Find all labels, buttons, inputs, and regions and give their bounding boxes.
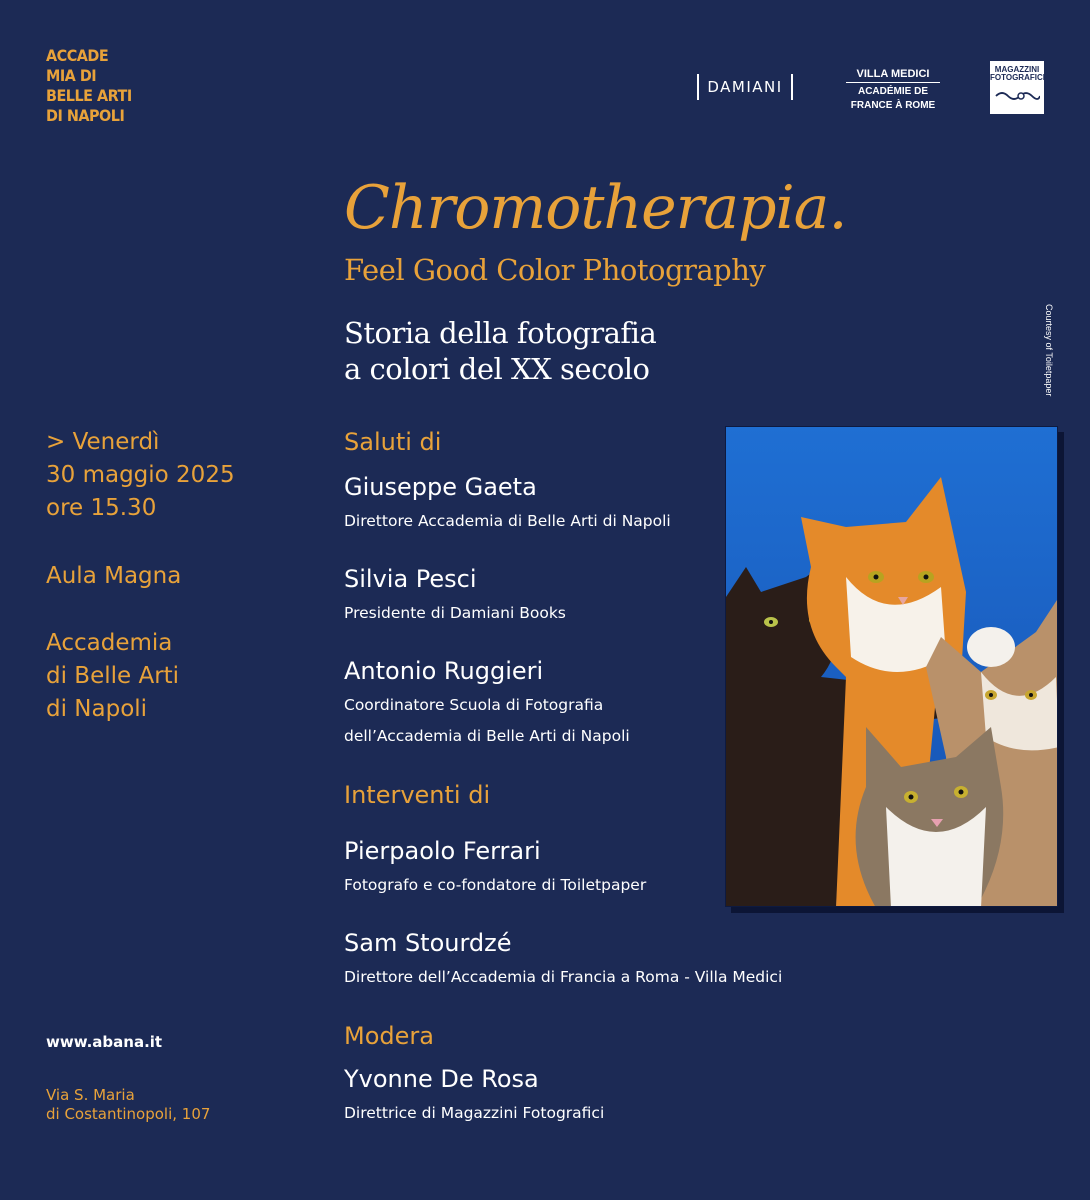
saluti-heading: Saluti di: [344, 428, 442, 456]
venue-line-2: di Belle Arti: [46, 663, 180, 689]
modera-heading: Modera: [344, 1022, 434, 1050]
speaker-name: Yvonne De Rosa: [344, 1065, 539, 1093]
villa-medici-line3: FRANCE À ROME: [850, 100, 936, 111]
camera-wave-icon: [994, 88, 1040, 104]
speaker-role: Coordinatore Scuola di Fotografia: [344, 696, 604, 714]
storia-line-2: a colori del XX secolo: [344, 352, 650, 386]
storia-heading: [344, 315, 656, 387]
cats-photo: [725, 426, 1058, 907]
website-link[interactable]: www.abana.it: [46, 1033, 163, 1051]
subtitle: Feel Good Color Photography: [344, 253, 766, 287]
villa-medici-line2: ACADÉMIE DE: [857, 86, 928, 97]
villa-medici-logo: [846, 68, 940, 111]
accademia-logo: [46, 46, 130, 130]
event-time: ore 15.30: [46, 495, 157, 521]
speaker-role: Direttore dell’Accademia di Francia a Roma - Villa Medici: [344, 968, 783, 986]
speaker-name: Antonio Ruggieri: [344, 657, 544, 685]
magazzini-fotografici-logo: [990, 61, 1044, 114]
magazzini-line2: FOTOGRAFICI: [990, 73, 1045, 82]
speaker-role: Direttrice di Magazzini Fotografici: [344, 1104, 605, 1122]
event-room: Aula Magna: [46, 563, 182, 589]
speaker-name: Silvia Pesci: [344, 565, 477, 593]
logo-line-2: MIA DI: [46, 66, 97, 85]
event-datetime: [46, 426, 235, 525]
venue-line-3: di Napoli: [46, 696, 148, 722]
speaker-role: Fotografo e co-fondatore di Toiletpaper: [344, 876, 647, 894]
interventi-heading: Interventi di: [344, 781, 491, 809]
address-line-1: Via S. Maria: [46, 1086, 135, 1104]
damiani-logo: DAMIANI: [697, 74, 793, 100]
logo-line-3: BELLE ARTI: [46, 86, 132, 105]
speaker-role: Direttore Accademia di Belle Arti di Napoli: [344, 512, 671, 530]
storia-line-1: Storia della fotografia: [344, 316, 657, 350]
cats-illustration: [726, 427, 1058, 907]
venue-line-1: Accademia: [46, 630, 173, 656]
paw-icon: [967, 627, 1015, 667]
villa-medici-name: VILLA MEDICI: [846, 68, 940, 83]
logo-line-1: ACCADE: [46, 46, 109, 65]
speaker-name: Pierpaolo Ferrari: [344, 837, 541, 865]
address-line-2: di Costantinopoli, 107: [46, 1105, 211, 1123]
venue-address: [46, 1086, 210, 1124]
speaker-role: Presidente di Damiani Books: [344, 604, 566, 622]
event-day: > Venerdì: [46, 429, 160, 455]
speaker-name: Giuseppe Gaeta: [344, 473, 537, 501]
speaker-name: Sam Stourdzé: [344, 929, 512, 957]
main-title: Chromotherapia.: [344, 173, 847, 243]
event-date: 30 maggio 2025: [46, 462, 235, 488]
speaker-role: dell’Accademia di Belle Arti di Napoli: [344, 727, 630, 745]
event-venue: [46, 627, 179, 726]
logo-line-4: DI NAPOLI: [46, 106, 125, 125]
magazzini-line1: MAGAZZINI: [994, 65, 1040, 74]
courtesy-credit: Courtesy of Toiletpaper: [1044, 304, 1054, 397]
